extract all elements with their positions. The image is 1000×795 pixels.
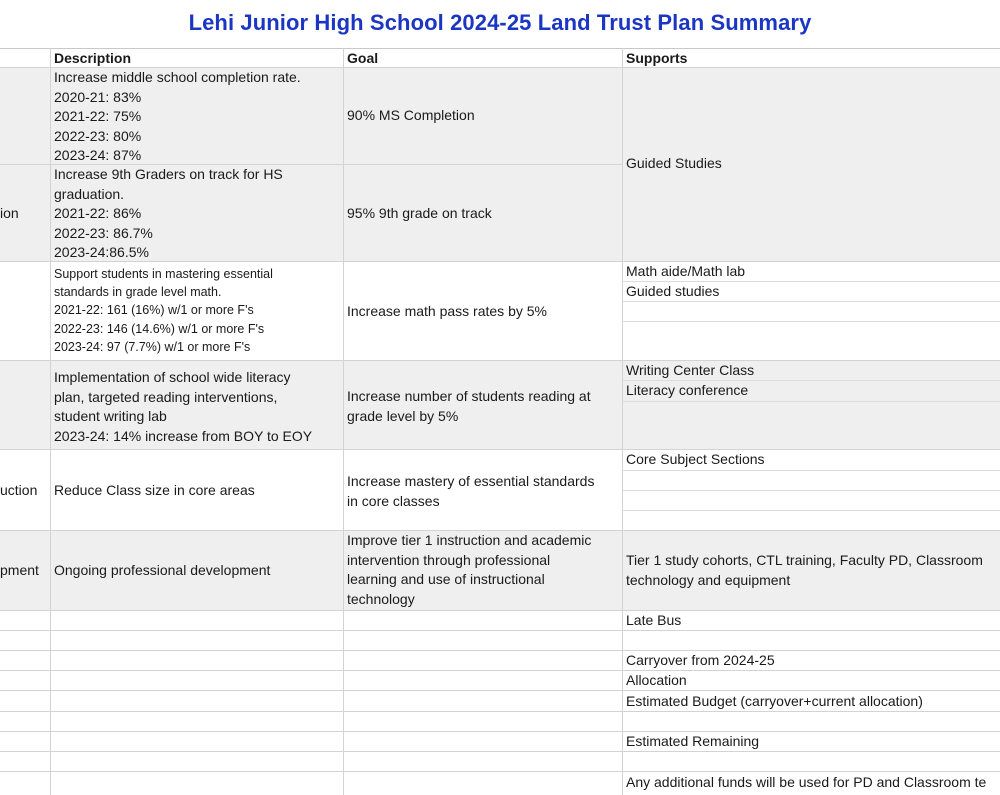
row5-description[interactable]: Reduce Class size in core areas <box>54 482 255 498</box>
row3-goal[interactable]: Increase math pass rates by 5% <box>347 303 547 319</box>
header-description[interactable]: Description <box>54 50 132 66</box>
row4-support-2[interactable]: Literacy conference <box>626 382 749 398</box>
column-divider <box>343 48 344 795</box>
row4-goal[interactable]: Increase number of students reading at grade level by 5% <box>347 388 591 424</box>
row3-support-1[interactable]: Math aide/Math lab <box>626 263 746 279</box>
header-goal[interactable]: Goal <box>347 50 379 66</box>
row3-support-2[interactable]: Guided studies <box>626 283 720 299</box>
budget-carryover[interactable]: Carryover from 2024-25 <box>626 652 775 668</box>
row6-supports[interactable]: Tier 1 study cohorts, CTL training, Faculty PD, Classroom technology and equipment <box>626 552 983 588</box>
budget-allocation[interactable]: Allocation <box>626 672 687 688</box>
row1-description[interactable]: Increase middle school completion rate. 2020-21: 83% 2021-22: 75% 2022-23: 80% 2023-24: 87% <box>54 69 301 163</box>
column-divider <box>622 48 623 795</box>
column-divider <box>50 48 51 795</box>
row3-description[interactable]: Support students in mastering essential standards in grade level math. 2021-22: 161 (16%) w/1 or more F's 2022-23: 146 (14.6%) w/1 or more F's 2023-24: 97 (7.7%) w/1 or more F's <box>54 267 273 354</box>
sheet-title[interactable]: Lehi Junior High School 2024-25 Land Trust Plan Summary <box>188 10 812 35</box>
header-supports[interactable]: Supports <box>626 50 688 66</box>
row4-description[interactable]: Implementation of school wide literacy plan, targeted reading interventions, student writing lab 2023-24: 14% increase from BOY to EOY <box>54 369 313 444</box>
row4-support-1[interactable]: Writing Center Class <box>626 362 755 378</box>
title-row <box>0 0 1000 49</box>
row6-category-cut[interactable]: pment <box>0 562 39 578</box>
budget-additional-funds-note[interactable]: Any additional funds will be used for PD and Classroom te <box>626 774 987 790</box>
row5-support-1[interactable]: Core Subject Sections <box>626 451 765 467</box>
row2-goal[interactable]: 95% 9th grade on track <box>347 205 492 221</box>
row2-category-cut[interactable]: ion <box>0 205 19 221</box>
row5-goal[interactable]: Increase mastery of essential standards in core classes <box>347 473 595 509</box>
budget-late-bus[interactable]: Late Bus <box>626 612 682 628</box>
budget-estimated-remaining[interactable]: Estimated Remaining <box>626 733 760 749</box>
budget-estimated-budget[interactable]: Estimated Budget (carryover+current allocation) <box>626 693 923 709</box>
row6-description[interactable]: Ongoing professional development <box>54 562 271 578</box>
supports-guided-studies[interactable]: Guided Studies <box>626 155 722 171</box>
row5-category-cut[interactable]: uction <box>0 482 38 498</box>
row6-goal[interactable]: Improve tier 1 instruction and academic intervention through professional learning and use of instructional technology <box>347 532 592 607</box>
row1-goal[interactable]: 90% MS Completion <box>347 107 475 123</box>
row2-description[interactable]: Increase 9th Graders on track for HS graduation. 2021-22: 86% 2022-23: 86.7% 2023-24:86.5% <box>54 166 283 260</box>
